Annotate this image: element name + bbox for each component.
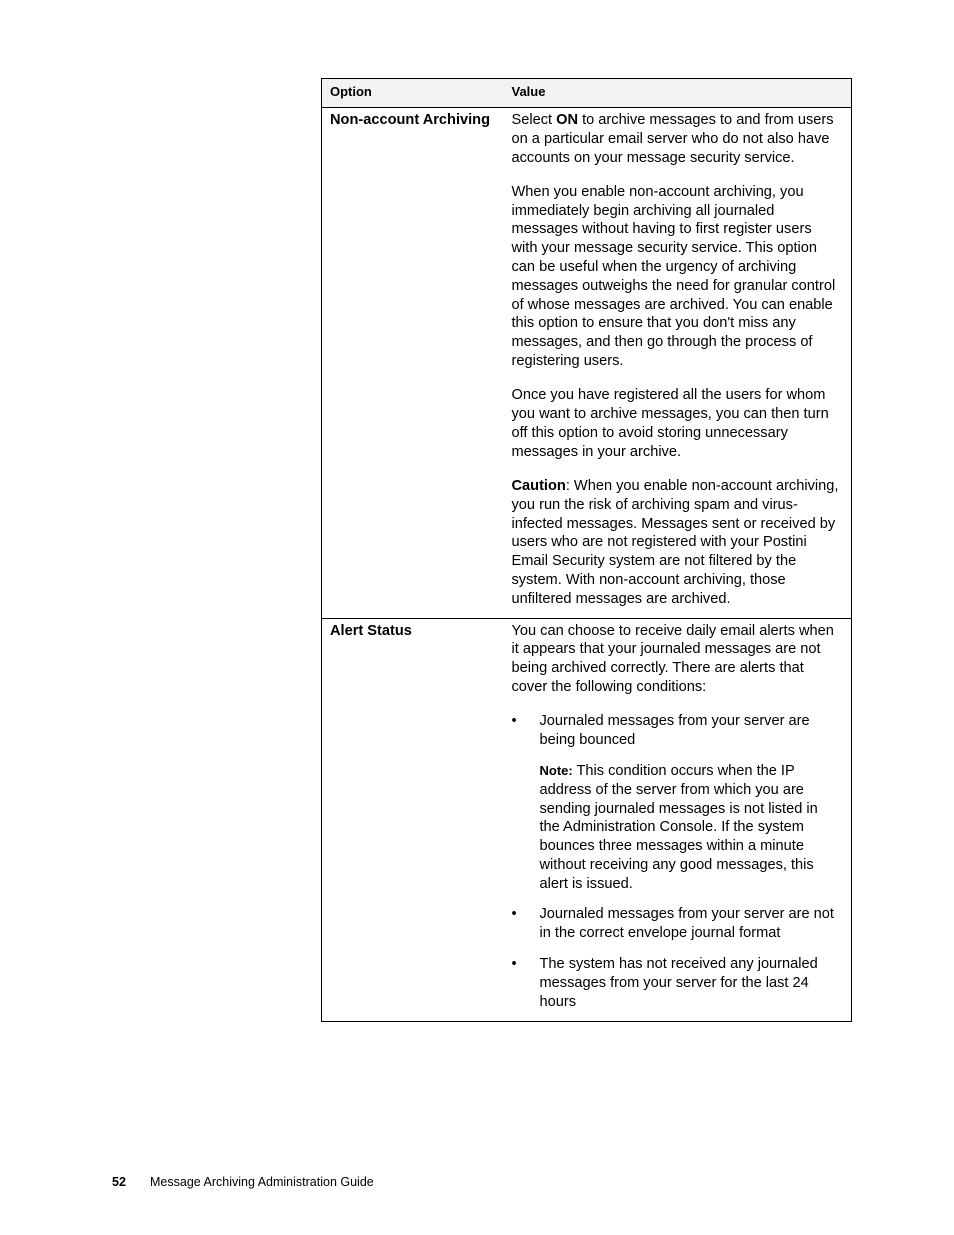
para-text-pre: Select <box>511 112 557 128</box>
bullet-icon: • <box>511 956 517 973</box>
table-row-alert-status <box>322 618 852 1022</box>
value-cell-non-account-archiving <box>504 108 852 619</box>
list-item-text: The system has not received any journaled messages from your server for the last 24 hours <box>539 956 818 1010</box>
options-table <box>321 78 852 1022</box>
bullet-icon: • <box>511 906 517 923</box>
table-row-non-account-archiving <box>322 108 852 619</box>
note-text: This condition occurs when the IP address of the server from which you are sending journaled messages is not listed in the Administration Console. If the system bounces three messages within a minute without receiving any good messages, this alert is issued. <box>539 762 818 892</box>
list-item <box>512 905 842 943</box>
list-item-text: Journaled messages from your server are being bounced <box>539 712 810 748</box>
header-option: Option <box>322 79 504 108</box>
option-label-alert-status <box>322 618 504 1022</box>
value-cell-alert-status <box>504 618 852 1022</box>
bullet-icon: • <box>511 712 517 729</box>
option-name: Alert Status <box>330 622 412 639</box>
on-keyword: ON <box>556 112 579 128</box>
enable-paragraph: When you enable non-account archiving, you immediately begin archiving all journaled messages without having to first register users with your message security service. This option can be useful when the urgency of archiving messages outweighs the need for granular control of whose messages are archived. You can enable this option to ensure that you don't miss any messages, and then go through the process of registering users. <box>511 183 836 370</box>
page-number: 52 <box>112 1175 126 1189</box>
option-name: Non-account Archiving <box>330 112 490 128</box>
alerts-intro-paragraph: You can choose to receive daily email alerts when it appears that your journaled messages are not being archived correctly. There are alerts that cover the following conditions: <box>511 622 834 696</box>
header-value: Value <box>504 79 852 108</box>
caution-label: Caution <box>511 478 566 495</box>
select-on-paragraph <box>512 111 842 167</box>
alert-conditions-list <box>512 712 842 1012</box>
list-item <box>512 955 842 1011</box>
list-item-text: Journaled messages from your server are not in the correct envelope journal format <box>539 906 834 942</box>
option-label-non-account-archiving <box>322 108 504 619</box>
para-text-post: to archive messages to and from users on a particular email server who do not also have accounts on your message security service. <box>511 112 834 166</box>
registered-users-paragraph: Once you have registered all the users for whom you want to archive messages, you can then turn off this option to avoid storing unnecessary messages in your archive. <box>511 387 829 460</box>
list-item <box>512 712 842 894</box>
note-paragraph <box>540 762 842 894</box>
header-row <box>322 79 852 108</box>
note-label: Note: <box>539 762 573 778</box>
page-footer <box>112 1174 374 1190</box>
caution-paragraph <box>512 477 842 609</box>
caution-text: : When you enable non-account archiving, you run the risk of archiving spam and virus-infected messages. Messages sent or received by users who are not registered with your Postini Email Security system are not filtered by the system. With non-account archiving, those unfiltered messages are archived. <box>511 478 839 607</box>
document-title: Message Archiving Administration Guide <box>150 1175 374 1189</box>
table-header <box>322 79 852 108</box>
